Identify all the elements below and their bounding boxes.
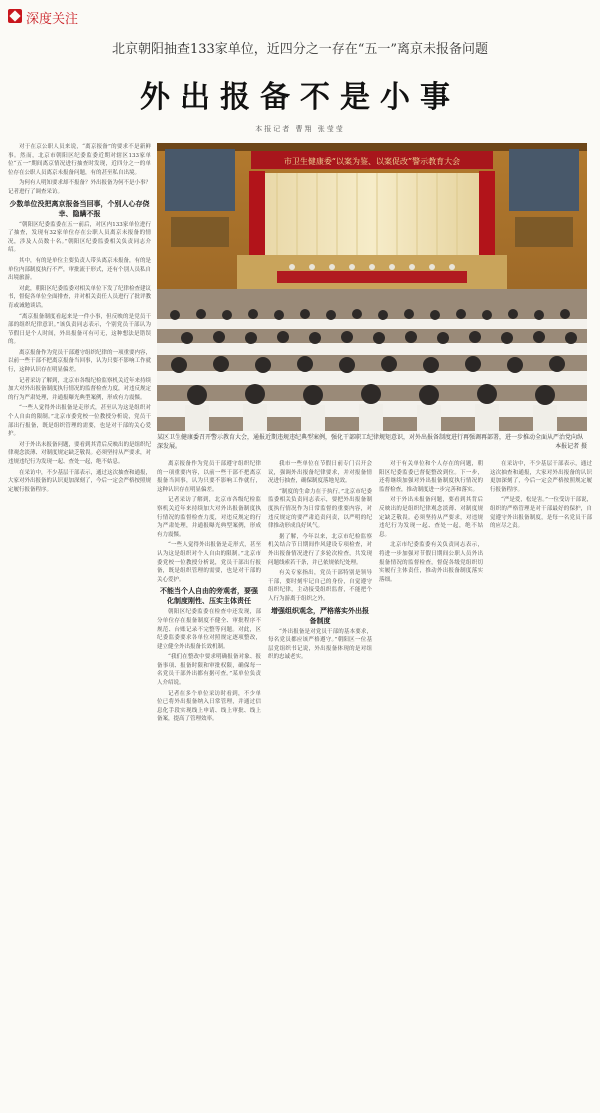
paragraph: 记者在多个单位采访时看到，不少单位已将外出报备纳入日常管理，并通过信息化手段实现线上申请、线上审批、线上备案，提高了管理效率。 [157, 690, 261, 723]
article-column-2 [157, 460, 261, 1108]
meeting-photo [157, 143, 587, 431]
article-column-4 [379, 460, 483, 1108]
article-column-3 [268, 460, 372, 1108]
paragraph: “严是爱，松是害。”一位受访干部说，组织的严格管理是对干部最好的保护，自觉遵守外出报备制度，是每一名党员干部的应尽之责。 [490, 497, 592, 530]
article-column-1 [8, 143, 151, 1108]
paragraph: 我市一些单位在节假日前专门召开会议，强调外出报备纪律要求，并对报备情况进行抽查，确保制度落地见效。 [268, 461, 372, 485]
byline: 本报记者 曹翔 张莹莹 [255, 125, 345, 133]
paragraph: 离京报备作为党员干部遵守组织纪律的一项重要内容，以前一些干部不把离京报备当回事，认为只要不影响工作就行，这种认识存在明显偏差。 [8, 349, 151, 374]
paragraph: 对于在京公职人员来说，“离京报备”的要求不是新鲜事。然而，北京市朝阳区纪委监委近期对辖区133家单位“五一”期间离京情况进行抽查时发现，近四分之一的单位存在公职人员离京未报备问题，有的甚至私自出境。 [8, 144, 151, 176]
subtitle: 北京朝阳抽查133家单位，近四分之一存在“五一”离京未报备问题 [111, 42, 489, 57]
paragraph: “外出报备是对党员干部的基本要求，每名党员都应该严格遵守。”朝阳区一位基层党组织书记说，外出报备体现的是对组织的忠诚老实。 [268, 628, 372, 661]
paragraph: 为何有人明知要求却不报备？外出报备为何不是小事？记者进行了调查采访。 [8, 180, 151, 195]
paragraph: 对此，朝阳区纪委监委对相关单位下发了纪律检查建议书，督促各单位全面排查，并对相关责任人员进行了批评教育或诫勉谈话。 [8, 285, 151, 309]
paragraph: 在采访中，不少基层干部表示，通过这次抽查和通报，大家对外出报备的认识更加深刻了，今后一定会严格按照规定履行报备程序。 [490, 461, 592, 493]
paragraph: “朝阳区纪委监委在五一前后，对区内133家单位进行了抽查，发现有32家单位存在公职人员离京未报备的情况，涉及人员数十名。”朝阳区纪委监委相关负责同志介绍。 [8, 221, 151, 254]
paragraph: “我们在整改中要求明确报备对象、报备事项、报备时限和审批权限，确保每一名党员干部外出都有据可查。”某单位负责人介绍说。 [157, 654, 261, 687]
section-tag: 深度关注 [26, 12, 79, 27]
paragraph: 据了解，今年以来，北京市纪检监察机关结合节日期间作风建设专项检查，对外出报备情况进行了多轮次检查，共发现问题线索若干条，并已依规依纪处理。 [268, 533, 372, 566]
paragraph: 有关专家指出，党员干部特别是领导干部，要时刻牢记自己的身份，自觉遵守组织纪律，主动接受组织监督，不能把个人行为游离于组织之外。 [268, 570, 372, 602]
paragraph: 对于外出未报备问题，要看到其背后反映出的是组织纪律观念淡薄、对制度规定缺乏敬畏。必须坚持从严要求，对违规违纪行为发现一起、查处一起，绝不姑息。 [8, 441, 151, 465]
page-header [0, 0, 600, 40]
paragraph: 朝阳区纪委监委在检查中还发现，部分单位存在报备制度不健全、审批程序不规范、台账记录不完整等问题。对此，区纪委监委要求各单位对照规定逐项整改，建立健全外出报备长效机制。 [157, 609, 261, 650]
paragraph: 北京市纪委监委有关负责同志表示，将进一步加强对节假日期间公职人员外出报备情况的监督检查，督促各级党组织切实履行主体责任，推动外出报备制度落实落细。 [379, 542, 483, 583]
paragraph: 在采访中，不少基层干部表示，通过这次抽查和通报，大家对外出报备的认识更加深刻了，今后一定会严格按照规定履行报备程序。 [8, 469, 151, 493]
paragraph: “一些人觉得外出报备是走形式，甚至认为这是组织对个人自由的限制。”北京市委党校一位教授分析说，党员干部出行报备，既是组织管理的需要，也是对干部的关心爱护。 [8, 405, 151, 438]
page-title: 外出报备不是小事 [140, 80, 460, 115]
photo-caption [157, 433, 587, 451]
section-subhead: 增强组织观念，严格落实外出报备制度 [271, 605, 369, 625]
meeting-hall-image [157, 143, 587, 431]
caption-text: 某区卫生健康委召开警示教育大会，通报近期违规违纪典型案例，强化干部职工纪律规矩意识，对外出报备制度进行再强调再部署，进一步推动全面从严治党向纵深发展。 [157, 434, 584, 450]
paragraph: 对于外出未报备问题，要看到其背后反映出的是组织纪律观念淡薄、对制度规定缺乏敬畏。必须坚持从严要求，对违规违纪行为发现一起、查处一起，绝不姑息。 [379, 497, 483, 538]
section-logo-icon [8, 9, 22, 23]
paragraph: 其中，有的是单位主要负责人带头离京未报备，有的是单位内部制度执行不严，审批流于形式，还有个别人员私自出境旅游。 [8, 257, 151, 282]
paragraph: 记者采访了解到，北京市各级纪检监察机关近年来持续加大对外出报备制度执行情况的监督检查力度，对违反规定的行为严肃处理，并通报曝光典型案例，形成有力震慑。 [157, 497, 261, 538]
banner-text: 市卫生健康委“以案为鉴、以案促改”警示教育大会 [283, 157, 461, 166]
paragraph: 离京报备作为党员干部遵守组织纪律的一项重要内容，以前一些干部不把离京报备当回事，认为只要不影响工作就行，这种认识存在明显偏差。 [157, 461, 261, 493]
photo-credit: 本报记者 摄 [555, 443, 587, 450]
section-subhead: 不能当个人自由的旁观者，要强化制度刚性、压实主体责任 [160, 586, 258, 606]
paragraph: “一些人觉得外出报备是走形式，甚至认为这是组织对个人自由的限制。”北京市委党校一位教授分析说，党员干部出行报备，既是组织管理的需要，也是对干部的关心爱护。 [157, 542, 261, 583]
paragraph: 记者采访了解到，北京市各级纪检监察机关近年来持续加大对外出报备制度执行情况的监督检查力度，对违反规定的行为严肃处理，并通报曝光典型案例，形成有力震慑。 [8, 377, 151, 401]
paragraph: 对于有关单位和个人存在的问题，朝阳区纪委监委已督促整改到位。下一步，还将继续加强对外出报备制度执行情况的监督检查，推动制度进一步完善和落实。 [379, 461, 483, 493]
paragraph: “离京报备制度看起来是一件小事，但反映的是党员干部的组织纪律意识。”该负责同志表示，个别党员干部认为节假日是个人时间，外出报备可有可无，这种想法是错误的。 [8, 313, 151, 346]
article-column-5 [490, 460, 592, 1108]
paragraph: “制度的生命力在于执行。”北京市纪委监委相关负责同志表示，要把外出报备制度执行情况作为日常监督的重要内容，对违反规定的要严肃追责问责，以严明的纪律推动形成良好风气。 [268, 488, 372, 530]
section-subhead: 少数单位没把离京报备当回事，个别人心存侥幸、隐瞒不报 [9, 198, 150, 218]
